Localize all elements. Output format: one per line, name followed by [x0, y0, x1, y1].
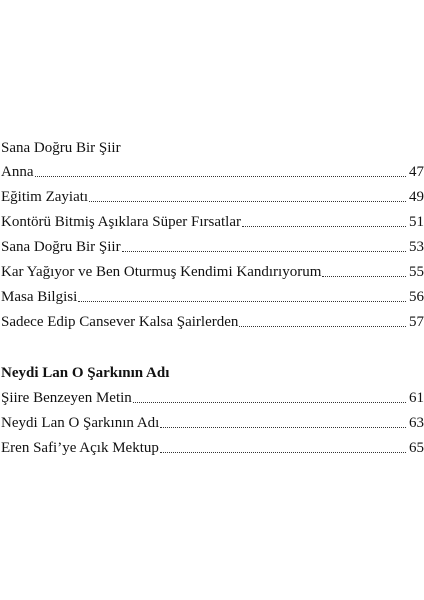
toc-entry [0, 263, 424, 281]
dot-leader [322, 275, 406, 277]
section-heading: Sana Doğru Bir Şiir [1, 140, 121, 156]
toc-entry-title: Kar Yağıyor ve Ben Oturmuş Kendimi Kandırıyorum [1, 264, 322, 280]
dot-leader [160, 451, 406, 453]
toc-entry [0, 238, 424, 256]
toc-entry-page: 63 [409, 415, 424, 431]
toc-entry-title: Sana Doğru Bir Şiir [1, 239, 121, 255]
toc-entry [0, 213, 424, 231]
dot-leader [122, 250, 406, 252]
toc-entry-page: 61 [409, 390, 424, 406]
toc-entry [0, 188, 424, 206]
toc-entry-title: Şiire Benzeyen Metin [1, 390, 132, 406]
toc-entry-title: Neydi Lan O Şarkının Adı [1, 415, 160, 431]
toc-entry-page: 49 [409, 189, 424, 205]
dot-leader [35, 175, 407, 177]
dot-leader [133, 401, 406, 403]
toc-entry-title: Kontörü Bitmiş Aşıklara Süper Fırsatlar [1, 214, 241, 230]
dot-leader [239, 325, 406, 327]
dot-leader [160, 426, 406, 428]
toc-entry-title: Anna [1, 164, 34, 180]
section-heading: Neydi Lan O Şarkının Adı [1, 365, 170, 381]
toc-entry [0, 414, 424, 432]
toc-entry-page: 55 [409, 264, 424, 280]
toc-entry-page: 65 [409, 440, 424, 456]
toc-entry-title: Sadece Edip Cansever Kalsa Şairlerden [1, 314, 239, 330]
toc-entry [0, 288, 424, 306]
dot-leader [242, 225, 406, 227]
toc-entry-page: 51 [409, 214, 424, 230]
toc-entry [0, 163, 424, 181]
toc-entry-title: Masa Bilgisi [1, 289, 78, 305]
dot-leader [89, 200, 406, 202]
toc-entry-title: Eren Safi’ye Açık Mektup [1, 440, 159, 456]
toc-entry-page: 56 [409, 289, 424, 305]
toc-entry-page: 53 [409, 239, 424, 255]
dot-leader [78, 300, 406, 302]
toc-entry-page: 47 [409, 164, 424, 180]
toc-entry [0, 439, 424, 457]
toc-entry [0, 313, 424, 331]
toc-entry-title: Eğitim Zayiatı [1, 189, 89, 205]
toc-entry-page: 57 [409, 314, 424, 330]
toc-entry [0, 389, 424, 407]
